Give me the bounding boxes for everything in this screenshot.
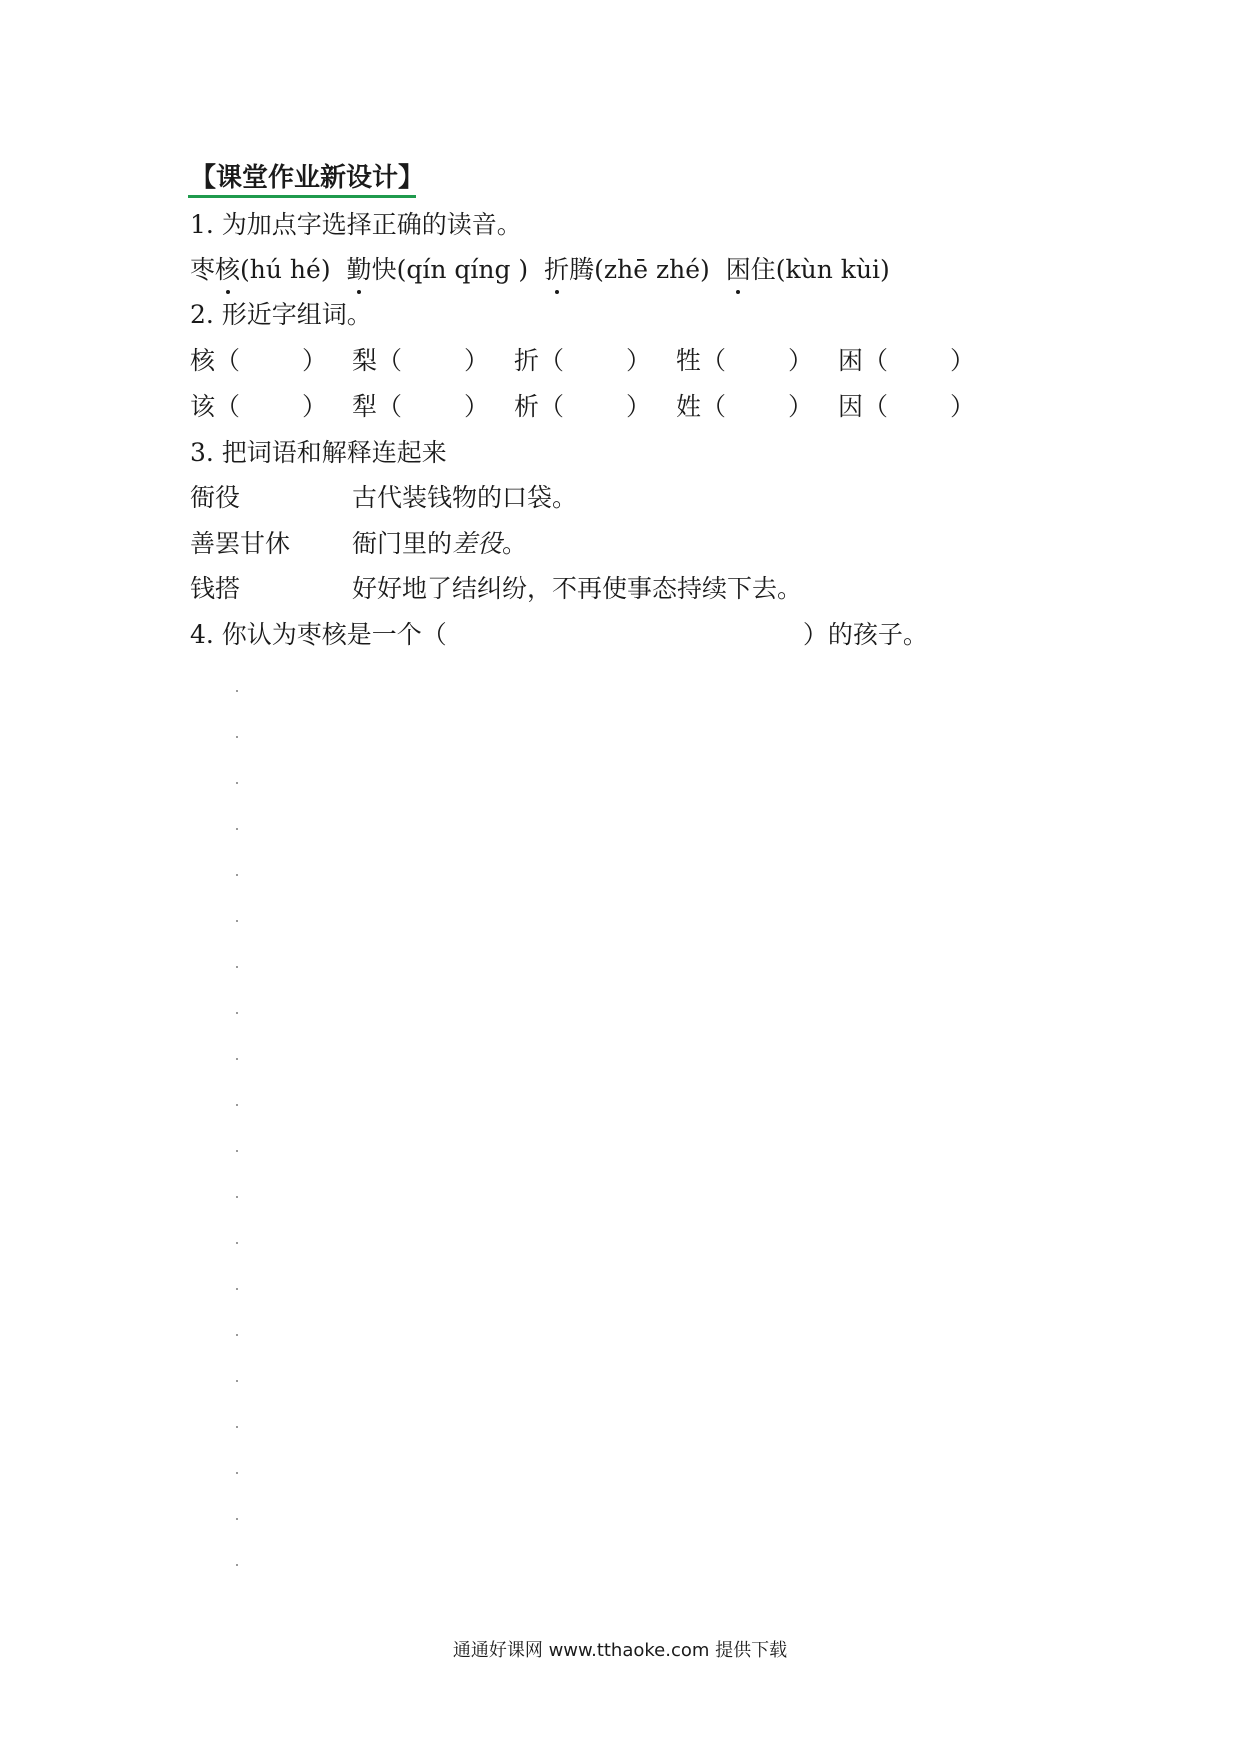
margin-dot xyxy=(236,736,238,738)
q2-cell: 牲（ ） xyxy=(676,346,814,375)
dotted-char: 折 xyxy=(544,253,569,287)
margin-dot xyxy=(236,1564,238,1566)
q3-term: 衙役 xyxy=(190,483,241,512)
margin-dot xyxy=(236,1058,238,1060)
q3-prompt: 3. 把词语和解释连起来 xyxy=(190,438,447,467)
q1-item: 困住(kùn kùi) xyxy=(726,255,898,284)
dotted-char: 核 xyxy=(215,253,240,287)
margin-dot xyxy=(236,1288,238,1290)
q2-cell: 姓（ ） xyxy=(676,392,814,421)
page-footer: 通通好课网 www.tthaoke.com 提供下载 xyxy=(452,1640,788,1661)
q2-prompt: 2. 形近字组词。 xyxy=(190,300,372,329)
margin-dot xyxy=(236,1380,238,1382)
pinyin-options: (zhē zhé) xyxy=(594,255,710,284)
q1-prompt: 1. 为加点字选择正确的读音。 xyxy=(190,210,522,239)
margin-dot xyxy=(236,1334,238,1336)
margin-dot xyxy=(236,874,238,876)
q2-cell: 犁（ ） xyxy=(352,392,490,421)
q2-cell: 梨（ ） xyxy=(352,346,490,375)
margin-dot xyxy=(236,690,238,692)
q2-cell: 因（ ） xyxy=(838,392,976,421)
margin-dot xyxy=(236,1426,238,1428)
margin-dot xyxy=(236,1518,238,1520)
dotted-char: 勤 xyxy=(347,253,372,287)
q1-item: 枣核(hú hé) xyxy=(190,255,339,284)
margin-dot xyxy=(236,1472,238,1474)
margin-dot xyxy=(236,966,238,968)
q2-cell: 困（ ） xyxy=(838,346,976,375)
margin-dot xyxy=(236,1196,238,1198)
margin-dot xyxy=(236,1150,238,1152)
q3-definition: 好好地了结纠纷，不再使事态持续下去。 xyxy=(352,574,803,603)
q2-cell: 折（ ） xyxy=(514,346,652,375)
q1-item: 折腾(zhē zhé) xyxy=(544,255,718,284)
q3-term: 钱搭 xyxy=(190,574,241,603)
margin-dot xyxy=(236,1104,238,1106)
margin-dot xyxy=(236,1242,238,1244)
margin-dot xyxy=(236,782,238,784)
q3-definition: 衙门里的差役。 xyxy=(352,529,528,558)
q3-term: 善罢甘休 xyxy=(190,529,291,558)
section-heading: 【课堂作业新设计】 xyxy=(190,163,425,193)
q1-item: 勤快(qín qíng ) xyxy=(347,255,537,284)
dotted-char: 困 xyxy=(726,253,751,287)
pinyin-options: (kùn kùi) xyxy=(775,255,890,284)
q4-fill-in: 4. 你认为枣核是一个（ ）的孩子。 xyxy=(190,620,928,649)
q3-definition: 古代装钱物的口袋。 xyxy=(352,483,578,512)
heading-underline xyxy=(188,195,416,198)
margin-dot xyxy=(236,920,238,922)
pinyin-options: (hú hé) xyxy=(240,255,331,284)
pinyin-options: (qín qíng ) xyxy=(396,255,529,284)
q2-cell: 核（ ） xyxy=(190,346,328,375)
q2-cell: 该（ ） xyxy=(190,392,328,421)
q1-items xyxy=(190,253,898,287)
q2-cell: 析（ ） xyxy=(514,392,652,421)
margin-dot xyxy=(236,828,238,830)
margin-dot xyxy=(236,1012,238,1014)
